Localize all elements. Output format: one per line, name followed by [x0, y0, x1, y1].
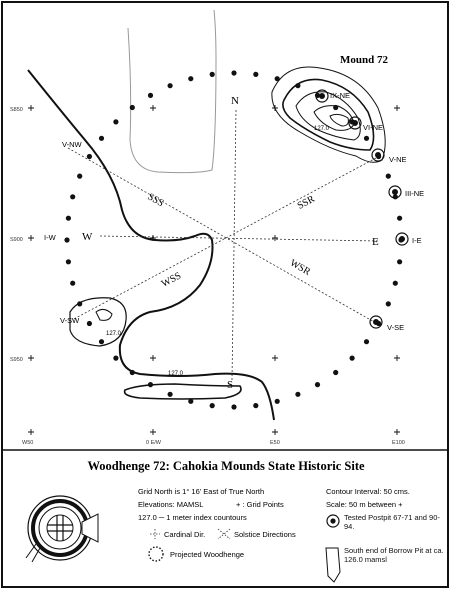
sw-contour-label: 127.0 [106, 331, 122, 337]
woodhenge-post [364, 339, 369, 344]
grid-w50: W50 [22, 440, 34, 446]
legend-solstice-icon [218, 529, 230, 539]
woodhenge-post [99, 339, 104, 344]
mound-contour-label: 127.0 [314, 126, 330, 132]
woodhenge-post [66, 216, 71, 221]
woodhenge-post [231, 70, 236, 75]
woodhenge-post [386, 301, 391, 306]
legend-grid-north: Grid North is 1° 16' East of True North [138, 487, 265, 496]
woodhenge-post [275, 399, 280, 404]
legend-postpit-icon [327, 515, 339, 527]
grid-s900: S900 [10, 237, 23, 243]
woodhenge-post [210, 403, 215, 408]
legend-tested-postpit: Tested Postpit 67-71 and 90-94. [344, 513, 440, 531]
woodhenge-post [66, 259, 71, 264]
mound-72-contours [272, 67, 385, 162]
woodhenge-post [295, 392, 300, 397]
wss-label: WSS [159, 270, 184, 290]
label-v-ne: V-NE [389, 155, 407, 164]
woodhenge-post [87, 154, 92, 159]
legend-borrow-pit-icon [326, 548, 340, 582]
woodhenge-post [113, 356, 118, 361]
north-label: N [231, 95, 239, 107]
legend-grid-points: + : Grid Points [236, 500, 284, 509]
woodhenge-post [393, 281, 398, 286]
legend-cardinal: Cardinal Dir. [164, 530, 206, 539]
woodhenge-post [188, 76, 193, 81]
south-contour-label: 127.0 [168, 371, 184, 377]
woodhenge-post [130, 370, 135, 375]
woodhenge-post [397, 259, 402, 264]
legend-borrow-pit: South end of Borrow Pit at ca. 126.0 mamsl [344, 546, 444, 564]
woodhenge-post [168, 392, 173, 397]
solstice-lines [68, 148, 376, 323]
woodhenge-post [70, 194, 75, 199]
legend-elevations: Elevations: MAMSL [138, 500, 204, 509]
label-i-e: I-E [412, 236, 422, 245]
east-label: E [372, 236, 379, 248]
west-label: W [82, 231, 93, 243]
grid-s850: S850 [10, 107, 23, 113]
woodhenge-post [275, 76, 280, 81]
woodhenge-post [253, 403, 258, 408]
legend-cardinal-icon [150, 529, 160, 539]
map-title: Woodhenge 72: Cahokia Mounds State Historic Site [87, 459, 365, 473]
woodhenge-post [231, 404, 236, 409]
label-v-se: V-SE [387, 323, 405, 332]
woodhenge-post [113, 119, 118, 124]
legend-contour-index: 127.0 ─ 1 meter index countours [138, 513, 247, 522]
south-label: S [227, 379, 234, 391]
woodhenge-post [77, 301, 82, 306]
woodhenge-post [99, 136, 104, 141]
mound-label: Mound 72 [340, 54, 388, 66]
legend-contour-interval: Contour Interval: 50 cms. [326, 487, 410, 496]
grid-e100: E100 [392, 440, 405, 446]
woodhenge-post [148, 93, 153, 98]
woodhenge-post [130, 105, 135, 110]
woodhenge-post [386, 174, 391, 179]
label-ix-ne: IX-NE [330, 91, 351, 100]
sss-label: SSS [145, 191, 166, 210]
bluff-line [28, 70, 274, 420]
grid-s950: S950 [10, 357, 23, 363]
label-vi-ne: VI-NE [363, 123, 384, 132]
legend-scale: Scale: 50 m between + [326, 500, 403, 509]
label-iii-ne: III-NE [405, 189, 425, 198]
legend-solstice: Solstice Directions [234, 530, 296, 539]
woodhenge-post [148, 382, 153, 387]
woodhenge-post [397, 216, 402, 221]
borrow-pit-outline [125, 384, 241, 399]
wsr-label: WSR [287, 257, 313, 278]
woodhenge-illustration [26, 496, 98, 562]
legend-projected-icon [149, 547, 163, 561]
legend-projected: Projected Woodhenge [170, 550, 245, 559]
grid-e50: E50 [270, 440, 280, 446]
woodhenge-post [64, 237, 69, 242]
woodhenge-post [210, 72, 215, 77]
label-v-sw: V-SW [60, 316, 80, 325]
woodhenge-post [333, 105, 338, 110]
label-i-w: I-W [44, 233, 56, 242]
woodhenge-post [364, 136, 369, 141]
gray-boundary [128, 10, 216, 173]
label-v-nw: V-NW [62, 140, 82, 149]
woodhenge-post [333, 370, 338, 375]
tested-postpits [316, 90, 408, 328]
woodhenge-post [87, 321, 92, 326]
woodhenge-post [77, 174, 82, 179]
woodhenge-post [188, 399, 193, 404]
woodhenge-post [315, 382, 320, 387]
woodhenge-post [253, 72, 258, 77]
ssr-label: SSR [295, 193, 317, 212]
woodhenge-post [350, 356, 355, 361]
woodhenge-post [70, 281, 75, 286]
grid-0ew: 0 E/W [146, 440, 161, 446]
woodhenge-post [168, 83, 173, 88]
woodhenge-post [295, 83, 300, 88]
